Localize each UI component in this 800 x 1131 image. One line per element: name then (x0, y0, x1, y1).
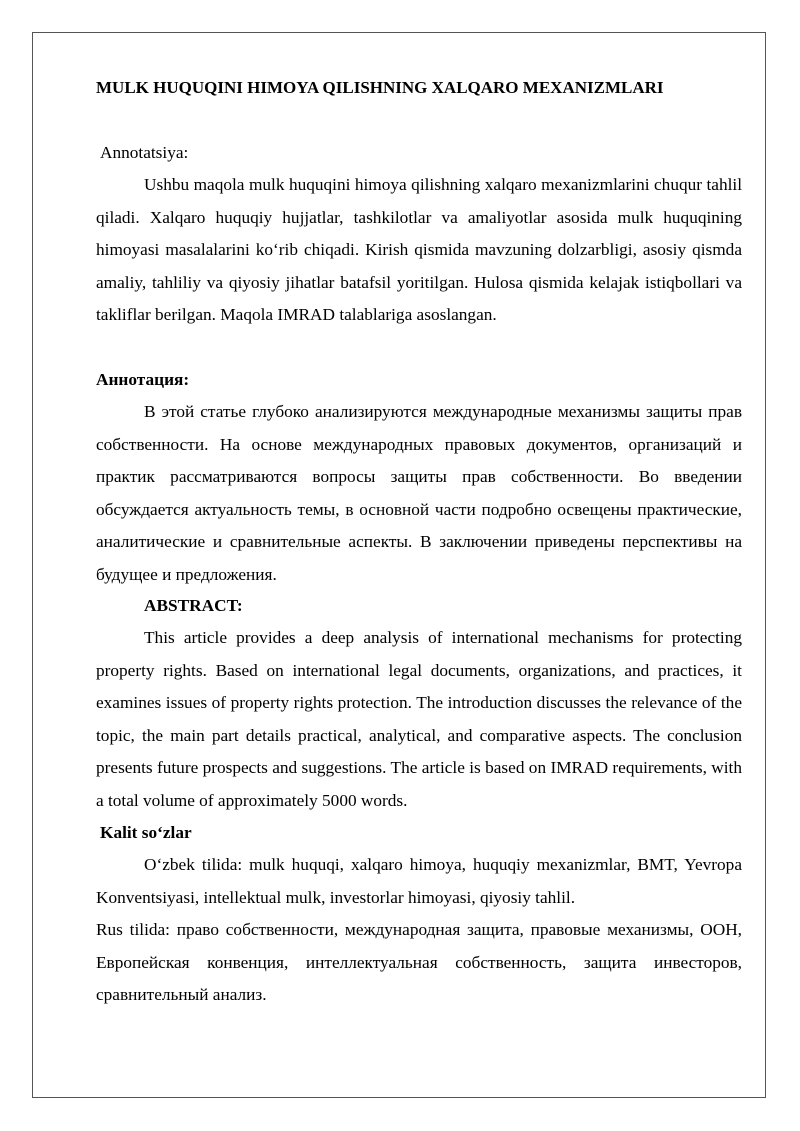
ru-abstract (96, 396, 742, 592)
en-abstract-label: ABSTRACT: (144, 596, 243, 615)
ru-abstract-label: Аннотация: (96, 370, 190, 389)
keywords-uz: O‘zbek tilida: mulk huquqi, xalqaro himoya, huquqiy mexanizmlar, BMT, Yevropa Konventsiyasi, intellektual mulk, investorlar himoyasi, qiyosiy tahlil. (96, 855, 742, 907)
ru-abstract-text: В этой статье глубоко анализируются международные механизмы защиты прав собственности. На основе международных правовых документов, организаций и практик рассматриваются вопросы защиты прав собственности. Во введении обсуждается актуальность темы, в основной части подробно освещены практические, аналитические и сравнительные аспекты. В заключении приведены перспективы на будущее и предложения. (96, 402, 742, 584)
en-abstract-text: This article provides a deep analysis of international mechanisms for protecting property rights. Based on international legal documents, organizations, and practices, it examines issues of property rights protection. The introduction discusses the relevance of the topic, the main part details practical, analytical, and comparative aspects. The conclusion presents future prospects and suggestions. The article is based on IMRAD requirements, with a total volume of approximately 5000 words. (96, 628, 742, 810)
en-abstract (96, 622, 742, 818)
article-title: MULK HUQUQINI HIMOYA QILISHNING XALQARO MEXANIZMLARI (96, 78, 664, 97)
keywords-block (96, 849, 742, 1012)
uz-abstract-label: Annotatsiya: (100, 143, 189, 162)
keywords-label: Kalit so‘zlar (100, 823, 192, 842)
uz-abstract (96, 169, 742, 332)
uz-abstract-text: Ushbu maqola mulk huquqini himoya qilishning xalqaro mexanizmlarini chuqur tahlil qiladi. Xalqaro huquqiy hujjatlar, tashkilotlar va amaliyotlar asosida mulk huquqining himoyasi masalalarini ko‘rib chiqadi. Kirish qismida mavzuning dolzarbligi, asosiy qismda amaliy, tahliliy va qiyosiy jihatlar batafsil yoritilgan. Hulosa qismida kelajak istiqbollari va takliflar berilgan. Maqola IMRAD talablariga asoslangan. (96, 175, 742, 325)
keywords-ru: Rus tilida: право собственности, международная защита, правовые механизмы, ООН, Европейская конвенция, интеллектуальная собственность, защита инвесторов, сравнительный анализ. (96, 920, 742, 1005)
